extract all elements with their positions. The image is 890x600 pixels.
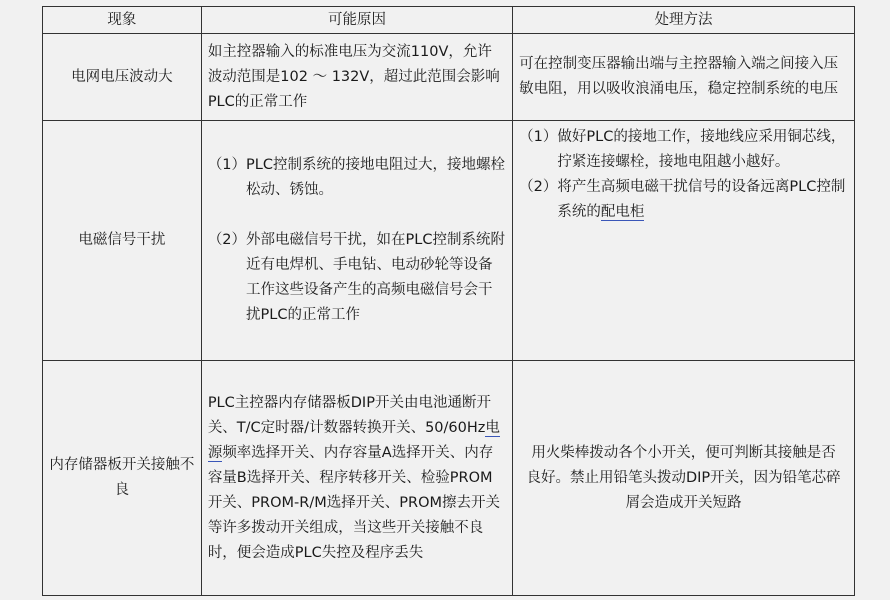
fix-item-number: （2） — [519, 179, 558, 195]
phenomenon-cell: 电网电压波动大 — [43, 34, 202, 121]
fix-cell: 可在控制变压器输出端与主控器输入端之间接入压敏电阻，用以吸收浪涌电压，稳定控制系统的电压 — [513, 34, 855, 121]
fix-item-number: （1） — [519, 129, 558, 145]
cause-text-before: PLC主控器内存储器板DIP开关由电池通断开关、T/C定时器/计数器转换开关、50/60Hz — [207, 394, 491, 436]
item-spacer — [208, 203, 506, 228]
cause-cell — [201, 361, 512, 596]
distribution-cabinet-link[interactable]: 配电柜 — [600, 204, 645, 220]
fix-item-text-before: 将产生高频电磁干扰信号的设备远离PLC控制系统的 — [557, 179, 846, 220]
fix-item-text — [557, 175, 848, 225]
fix-item — [519, 175, 848, 225]
cause-item-number: （1） — [207, 157, 247, 173]
table-header-row — [43, 7, 855, 34]
cause-item-text: 外部电磁信号干扰，如在PLC控制系统附近有电焊机、手电钻、电动砂轮等设备工作这些设备产生的高频电磁信号会干扰PLC的正常工作 — [246, 232, 505, 323]
table-row — [43, 34, 855, 121]
fix-cell: 用火柴棒拨动各个小开关，便可判断其接触是否良好。禁止用铅笔头拨动DIP开关，因为铅笔芯碎屑会造成开关短路 — [513, 361, 855, 596]
cause-item — [208, 153, 506, 203]
header-cause: 可能原因 — [201, 7, 512, 34]
cause-text-after: 频率选择开关、内存容量A选择开关、内存容量B选择开关、程序转移开关、检验PROM开关、PROM-R/M选择开关、PROM擦去开关等许多拨动开关组成，当这些开关接触不良时，便会造成PLC失控及程序丢失 — [207, 444, 500, 561]
power-supply-link[interactable]: 电源 — [207, 419, 500, 461]
cause-item-text: PLC控制系统的接地电阻过大，接地螺栓松动、锈蚀。 — [246, 157, 505, 198]
fix-item-text: 做好PLC的接地工作，接地线应采用铜芯线，拧紧连接螺栓，接地电阻越小越好。 — [557, 129, 846, 170]
cause-item-number: （2） — [207, 232, 247, 248]
fix-cell — [513, 121, 855, 361]
cause-cell — [201, 121, 512, 361]
cause-cell: 如主控器输入的标准电压为交流110V，允许波动范围是102 ～ 132V，超过此范围会影响PLC的正常工作 — [201, 34, 512, 121]
table-row — [43, 361, 855, 596]
cause-item — [208, 228, 506, 328]
fault-table — [42, 6, 855, 596]
table-row — [43, 121, 855, 361]
header-fix: 处理方法 — [513, 7, 855, 34]
fix-item — [519, 125, 848, 175]
phenomenon-cell: 内存储器板开关接触不良 — [43, 361, 202, 596]
header-phenomenon: 现象 — [43, 7, 202, 34]
phenomenon-cell: 电磁信号干扰 — [43, 121, 202, 361]
